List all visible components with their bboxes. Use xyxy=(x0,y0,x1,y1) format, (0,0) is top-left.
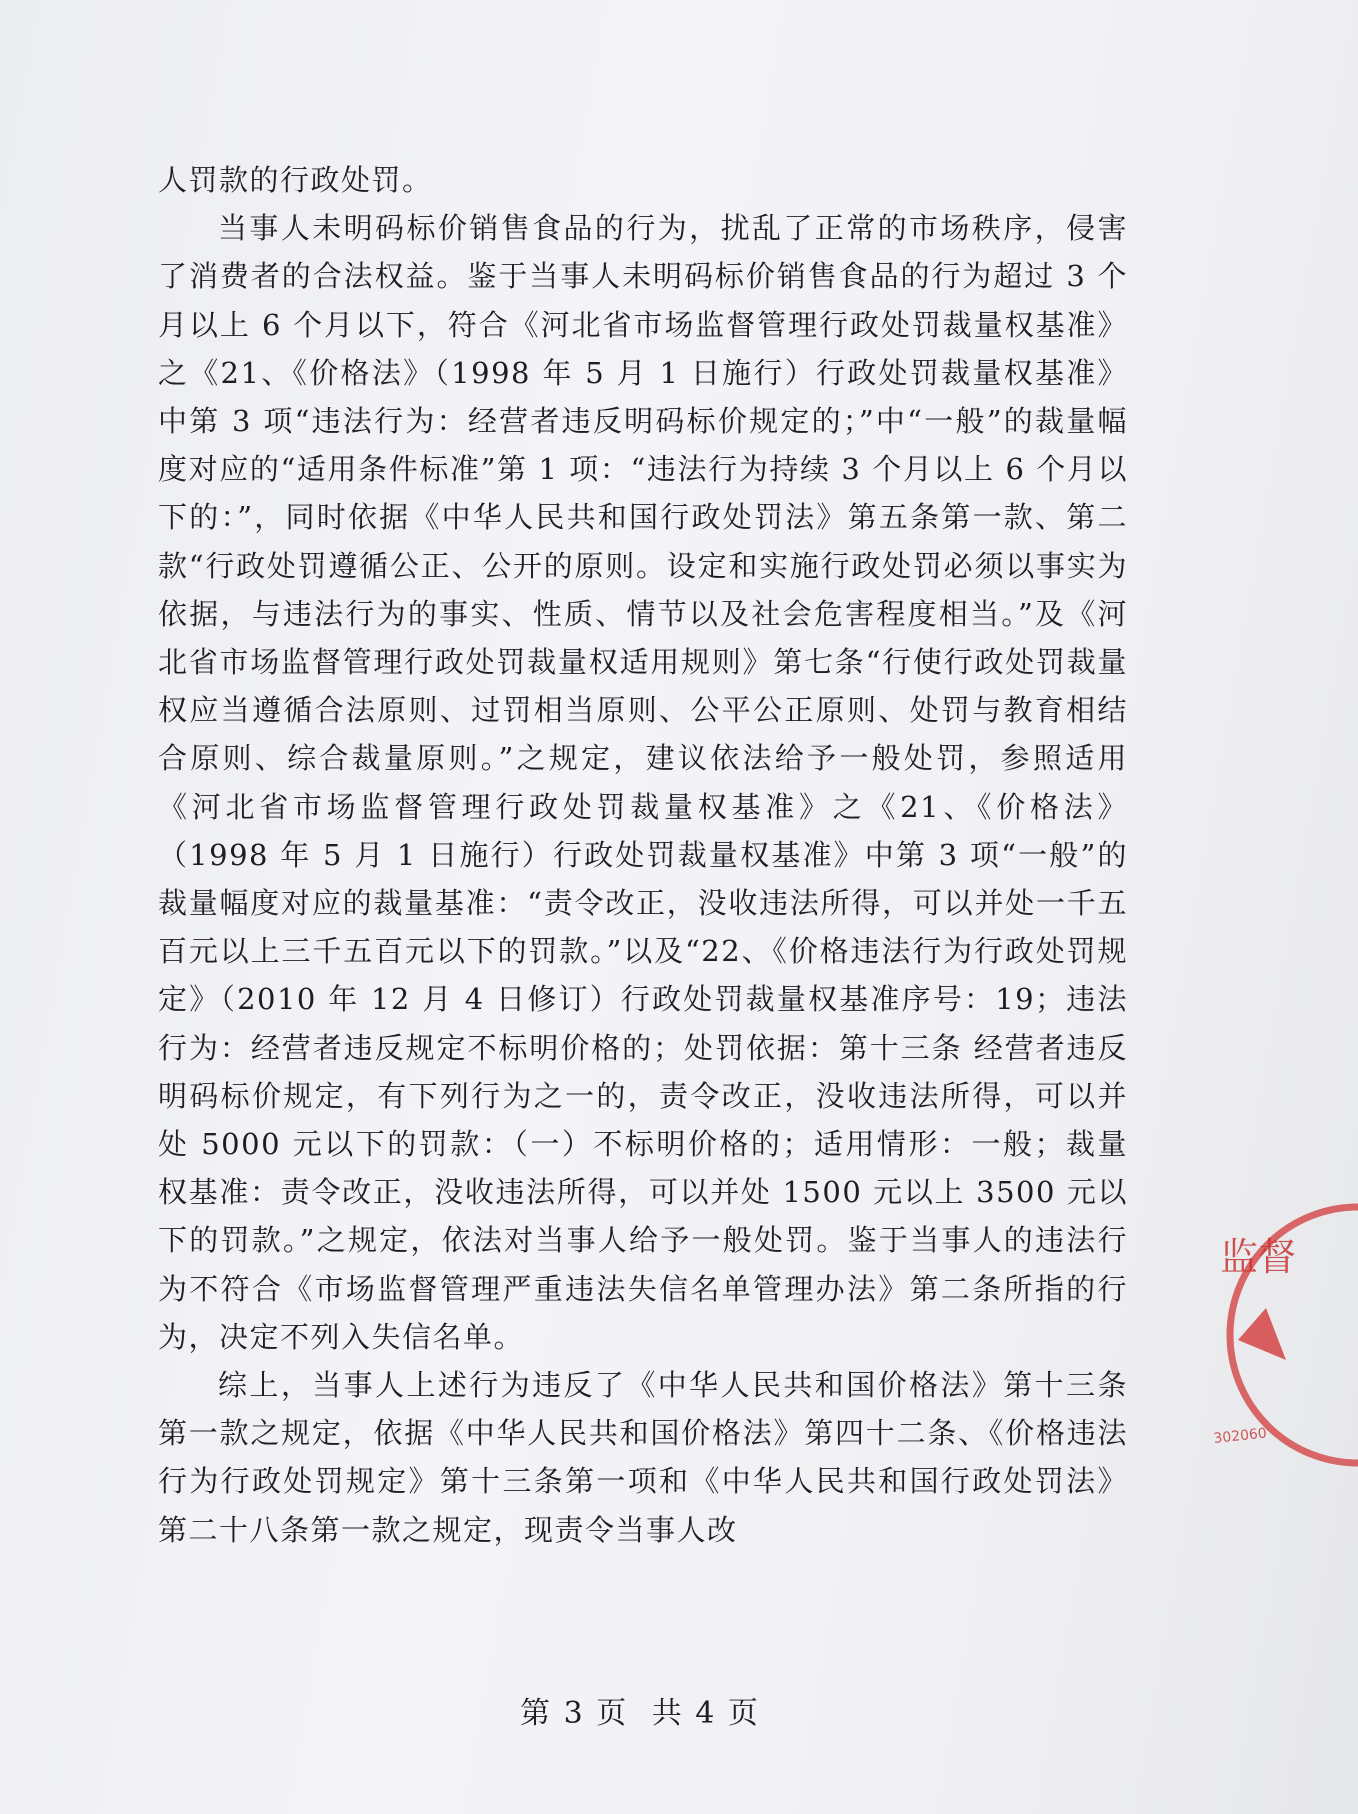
seal-number: 302060 xyxy=(1212,1425,1268,1447)
page-footer xyxy=(0,1688,1280,1732)
seal-star-icon xyxy=(1238,1308,1286,1360)
paragraph-1: 人罚款的行政处罚。 xyxy=(158,163,433,197)
paragraph-3: 综上，当事人上述行为违反了《中华人民共和国价格法》第十三条第一款之规定，依据《中华人民共和国价格法》第四十二条、《价格违法行为行政处罚规定》第十三条第一项和《中华人民共和国行政处罚法》第二十八条第一款之规定，现责令当事人改 xyxy=(158,1368,1128,1547)
paragraph-2: 当事人未明码标价销售食品的行为，扰乱了正常的市场秩序，侵害了消费者的合法权益。鉴于当事人未明码标价销售食品的行为超过 3 个月以上 6 个月以下，符合《河北省市场监督管理行政处罚裁量权基准》之《21、《价格法》（1998 年 5 月 1 日施行）行政处罚裁量权基准》中第 3 项“违法行为：经营者违反明码标价规定的；”中“一般”的裁量幅度对应的“适用条件标准”第 1 项：“违法行为持续 3 个月以上 6 个月以下的：”，同时依据《中华人民共和国行政处罚法》第五条第一款、第二款“行政处罚遵循公正、公开的原则。设定和实施行政处罚必须以事实为依据，与违法行为的事实、性质、情节以及社会危害程度相当。”及《河北省市场监督管理行政处罚裁量权适用规则》第七条“行使行政处罚裁量权应当遵循合法原则、过罚相当原则、公平公正原则、处罚与教育相结合原则、综合裁量原则。”之规定，建议依法给予一般处罚，参照适用《河北省市场监督管理行政处罚裁量权基准》之《21、《价格法》（1998 年 5 月 1 日施行）行政处罚裁量权基准》中第 3 项“一般”的裁量幅度对应的裁量基准：“责令改正，没收违法所得，可以并处一千五百元以上三千五百元以下的罚款。”以及“22、《价格违法行为行政处罚规定》（2010 年 12 月 4 日修订）行政处罚裁量权基准序号：19；违法行为：经营者违反规定不标明价格的；处罚依据：第十三条 经营者违反明码标价规定，有下列行为之一的，责令改正，没收违法所得，可以并处 5000 元以下的罚款：（一）不标明价格的；适用情形：一般；裁量权基准：责令改正，没收违法所得，可以并处 1500 元以上 3500 元以下的罚款。”之规定，依法对当事人给予一般处罚。鉴于当事人的违法行为不符合《市场监督管理严重违法失信名单管理办法》第二条所指的行为，决定不列入失信名单。 xyxy=(158,211,1128,1354)
seal-text: 监督 xyxy=(1220,1235,1297,1279)
page-number: 第 3 页 xyxy=(520,1696,629,1731)
page-total: 共 4 页 xyxy=(651,1696,760,1731)
document-body xyxy=(158,156,1128,1554)
official-seal-stamp xyxy=(1208,1200,1358,1470)
